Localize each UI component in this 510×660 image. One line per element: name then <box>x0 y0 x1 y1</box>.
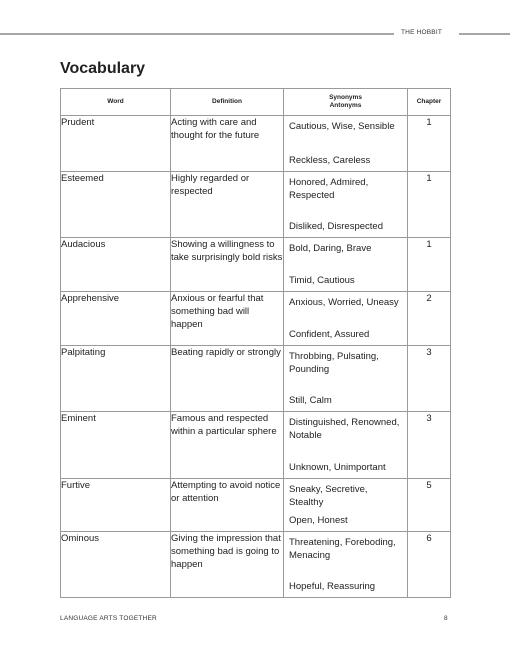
synonyms-text: Cautious, Wise, Sensible <box>289 121 395 132</box>
table-row <box>61 412 451 479</box>
synonyms-text: Throbbing, Pulsating, Pounding <box>289 351 379 375</box>
definition-cell: Famous and respected within a particular sphere <box>171 412 284 479</box>
synonyms-antonyms-cell <box>284 479 408 532</box>
running-title: THE HOBBIT <box>401 29 443 36</box>
column-header-definition: Definition <box>171 89 284 116</box>
header-rule-left <box>0 33 394 35</box>
chapter-cell: 5 <box>408 479 451 532</box>
synonyms-text: Threatening, Foreboding, Menacing <box>289 537 396 561</box>
table-row <box>61 172 451 238</box>
synonyms-antonyms-cell <box>284 532 408 598</box>
word-cell: Ominous <box>61 532 171 598</box>
word-cell: Eminent <box>61 412 171 479</box>
column-header-synonyms-antonyms <box>284 89 408 116</box>
synonyms-antonyms-cell <box>284 238 408 292</box>
page-title: Vocabulary <box>60 60 146 77</box>
antonyms-text: Reckless, Careless <box>289 155 371 166</box>
synonyms-antonyms-cell <box>284 172 408 238</box>
table-row <box>61 532 451 598</box>
chapter-cell: 1 <box>408 172 451 238</box>
footer-book-title: LANGUAGE ARTS TOGETHER <box>60 615 157 622</box>
antonyms-text: Disliked, Disrespected <box>289 221 383 232</box>
chapter-cell: 1 <box>408 116 451 172</box>
vocabulary-table <box>60 88 451 598</box>
definition-cell: Highly regarded or respected <box>171 172 284 238</box>
word-cell: Apprehensive <box>61 292 171 346</box>
antonyms-text: Still, Calm <box>289 395 332 406</box>
page-number: 8 <box>444 615 448 622</box>
definition-cell: Attempting to avoid notice or attention <box>171 479 284 532</box>
synonyms-text: Bold, Daring, Brave <box>289 243 372 254</box>
antonyms-text: Open, Honest <box>289 515 348 526</box>
definition-cell: Giving the impression that something bad is going to happen <box>171 532 284 598</box>
chapter-cell: 3 <box>408 346 451 412</box>
table-row <box>61 238 451 292</box>
word-cell: Furtive <box>61 479 171 532</box>
synonyms-antonyms-cell <box>284 116 408 172</box>
chapter-cell: 6 <box>408 532 451 598</box>
definition-cell: Beating rapidly or strongly <box>171 346 284 412</box>
chapter-cell: 2 <box>408 292 451 346</box>
word-cell: Esteemed <box>61 172 171 238</box>
column-header-chapter: Chapter <box>408 89 451 116</box>
antonyms-text: Hopeful, Reassuring <box>289 581 376 592</box>
table-row <box>61 479 451 532</box>
antonyms-text: Confident, Assured <box>289 329 370 340</box>
chapter-cell: 1 <box>408 238 451 292</box>
chapter-cell: 3 <box>408 412 451 479</box>
synonyms-text: Sneaky, Secretive, Stealthy <box>289 484 368 508</box>
header-rule-right <box>459 33 510 35</box>
column-header-word: Word <box>61 89 171 116</box>
column-header-antonyms: Antonyms <box>329 102 362 109</box>
synonyms-text: Honored, Admired, Respected <box>289 177 369 201</box>
definition-cell: Anxious or fearful that something bad will happen <box>171 292 284 346</box>
definition-cell: Showing a willingness to take surprisingly bold risks <box>171 238 284 292</box>
table-header-row <box>61 89 451 116</box>
synonyms-antonyms-cell <box>284 346 408 412</box>
synonyms-antonyms-cell <box>284 412 408 479</box>
definition-cell: Acting with care and thought for the future <box>171 116 284 172</box>
antonyms-text: Timid, Cautious <box>289 275 355 286</box>
word-cell: Prudent <box>61 116 171 172</box>
word-cell: Palpitating <box>61 346 171 412</box>
table-row <box>61 116 451 172</box>
synonyms-antonyms-cell <box>284 292 408 346</box>
synonyms-text: Anxious, Worried, Uneasy <box>289 297 399 308</box>
column-header-synonyms: Synonyms <box>329 94 362 101</box>
antonyms-text: Unknown, Unimportant <box>289 462 386 473</box>
table-row <box>61 292 451 346</box>
word-cell: Audacious <box>61 238 171 292</box>
synonyms-text: Distinguished, Renowned, Notable <box>289 417 400 441</box>
table-row <box>61 346 451 412</box>
